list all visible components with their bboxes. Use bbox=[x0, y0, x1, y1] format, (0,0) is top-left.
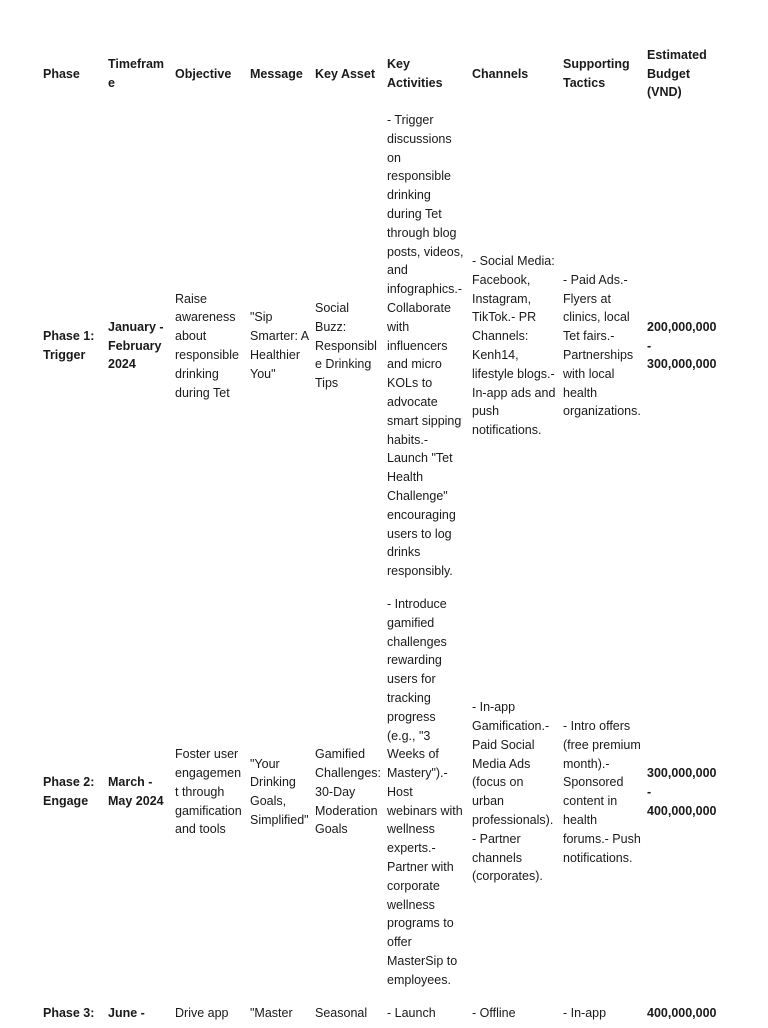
objective-cell: Raise awareness about responsible drinking during Tet bbox=[175, 291, 239, 400]
message-cell: "Your Drinking Goals, Simplified" bbox=[250, 756, 309, 828]
header-timeframe: Timeframe bbox=[108, 57, 165, 90]
header-key-asset: Key Asset bbox=[315, 66, 375, 81]
header-phase: Phase bbox=[43, 66, 80, 81]
key-asset-cell: Seasonal bbox=[315, 1005, 368, 1020]
table-row bbox=[40, 996, 726, 1028]
channels-cell: - Offline bbox=[472, 1005, 516, 1020]
key-asset-cell: Social Buzz: Responsible Drinking Tips bbox=[315, 300, 377, 391]
objective-cell: Drive app bbox=[175, 1005, 229, 1020]
objective-cell: Foster user engagement through gamification and tools bbox=[175, 747, 242, 837]
table-row bbox=[40, 587, 726, 996]
message-cell: "Master bbox=[250, 1005, 293, 1020]
timeframe-cell: June - bbox=[108, 1005, 145, 1020]
header-supporting-tactics: Supporting Tactics bbox=[563, 57, 630, 90]
budget-cell: 400,000,000 bbox=[647, 1005, 717, 1020]
channels-cell: - Social Media: Facebook, Instagram, TikTok.- PR Channels: Kenh14, lifestyle blogs.- In-app ads and push notifications. bbox=[472, 253, 556, 438]
timeframe-cell: March - May 2024 bbox=[108, 775, 164, 809]
supporting-tactics-cell: - In-app bbox=[563, 1005, 607, 1020]
budget-cell: 200,000,000 - 300,000,000 bbox=[647, 319, 717, 372]
key-activities-cell: - Launch bbox=[387, 1005, 436, 1020]
phase-cell: Phase 3: bbox=[43, 1005, 95, 1020]
message-cell: "Sip Smarter: A Healthier You" bbox=[250, 310, 309, 381]
timeframe-cell: January - February 2024 bbox=[108, 319, 164, 372]
header-row bbox=[40, 45, 726, 103]
header-estimated-budget: Estimated Budget (VND) bbox=[647, 47, 707, 100]
supporting-tactics-cell: - Intro offers (free premium month).- Sponsored content in health forums.- Push notifications. bbox=[563, 719, 641, 865]
header-channels: Channels bbox=[472, 66, 529, 81]
header-objective: Objective bbox=[175, 66, 232, 81]
campaign-plan-table bbox=[40, 45, 726, 1028]
key-activities-cell: - Introduce gamified challenges rewarding users for tracking progress (e.g., "3 Weeks of Mastery").- Host webinars with wellness experts.- Partner with corporate wellness programs to offer MasterSip to employees. bbox=[387, 596, 463, 987]
supporting-tactics-cell: - Paid Ads.- Flyers at clinics, local Tet fairs.- Partnerships with local health organizations. bbox=[563, 272, 641, 419]
phase-cell: Phase 1: Trigger bbox=[43, 329, 95, 362]
key-activities-cell: - Trigger discussions on responsible drinking during Tet through blog posts, videos, and infographics.- Collaborate with influencers and micro KOLs to advocate smart sipping habits.- Launch "Tet Health Challenge" encouraging users to log drinks responsibly. bbox=[387, 113, 464, 579]
key-asset-cell: Gamified Challenges: 30-Day Moderation Goals bbox=[315, 747, 382, 837]
header-message: Message bbox=[250, 66, 303, 81]
header-key-activities: Key Activities bbox=[387, 57, 443, 90]
budget-cell: 300,000,000 - 400,000,000 bbox=[647, 766, 717, 818]
table-row bbox=[40, 103, 726, 587]
phase-cell: Phase 2: Engage bbox=[43, 775, 95, 809]
channels-cell: - In-app Gamification.- Paid Social Media Ads (focus on urban professionals).- Partner channels (corporates). bbox=[472, 700, 554, 884]
